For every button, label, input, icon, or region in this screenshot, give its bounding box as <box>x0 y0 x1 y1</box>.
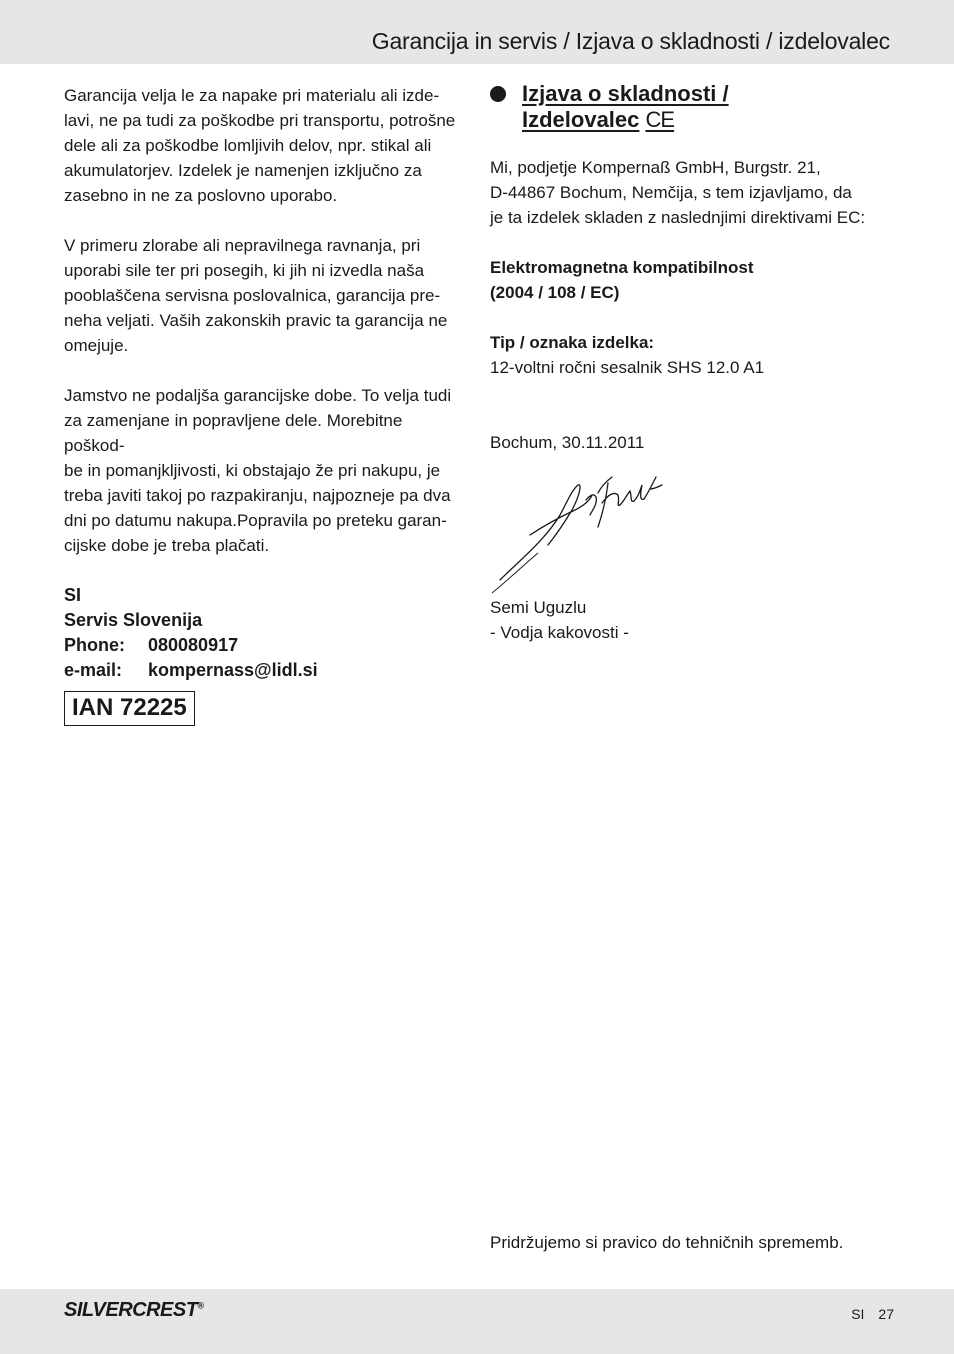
language-code: SI <box>851 1306 865 1322</box>
signer-role: - Vodja kakovosti - <box>490 623 629 642</box>
phone-label: Phone: <box>64 635 125 655</box>
brand-logo <box>64 1299 204 1322</box>
warranty-paragraph-1: Garancija velja le za napake pri materialu ali izde- lavi, ne pa tudi za poškodbe pri transportu, potrošne dele ali za poškodbe lomljivih delov, npr. stikal ali akumulatorjev. Izdelek je namenjen izključno za zasebno in ne za poslovno uporabo. <box>64 86 456 205</box>
left-column <box>64 83 464 726</box>
type-value: 12-voltni ročni sesalnik SHS 12.0 A1 <box>490 358 765 377</box>
signature-icon <box>490 455 690 595</box>
heading-line-1: Izjava o skladnosti / <box>522 81 729 106</box>
service-phone-row <box>64 633 464 658</box>
service-name: Servis Slovenija <box>64 610 203 630</box>
right-column <box>490 83 890 645</box>
place-date: Bochum, 30.11.2011 <box>490 433 645 452</box>
directive-text: Elektromagnetna kompatibilnost (2004 / 108 / EC) <box>490 258 754 302</box>
declaration-heading <box>490 81 890 133</box>
service-country: SI <box>64 585 82 605</box>
warranty-paragraph-3: Jamstvo ne podaljša garancijske dobe. To velja tudi za zamenjane in popravljene dele. Morebitne poškod- be in pomanjkljivosti, ki obstajajo že pri nakupu, je treba javiti takoj po razpakiranju, najpozneje pa dva dni po datumu nakupa.Popravila po preteku garan- cijske dobe je treba plačati. <box>64 386 452 555</box>
bullet-icon <box>490 86 506 102</box>
email-label: e-mail: <box>64 660 123 680</box>
service-email-row <box>64 658 464 683</box>
type-label: Tip / oznaka izdelka: <box>490 333 655 352</box>
registered-mark: ® <box>197 1300 204 1311</box>
signer-name: Semi Uguzlu <box>490 598 587 617</box>
warranty-paragraph-2: V primeru zlorabe ali nepravilnega ravnanja, pri uporabi sile ter pri posegih, ki jih ni izvedla naša pooblaščena servisna poslovalnica, garancija pre- neha veljati. Vaših zakonskih pravic ta garancija ne omejuje. <box>64 236 448 355</box>
reserve-note: Pridržujemo si pravico do tehničnih sprememb. <box>490 1233 844 1252</box>
brand-name: SILVERCREST <box>64 1299 198 1321</box>
ce-mark-icon: CE <box>645 107 675 132</box>
email-value: kompernass@lidl.si <box>148 660 318 680</box>
ian-number-box: IAN 72225 <box>64 691 195 726</box>
page-info <box>851 1306 894 1322</box>
phone-value: 080080917 <box>148 635 239 655</box>
heading-line-2: Izdelovalec <box>522 107 640 132</box>
page-number: 27 <box>878 1306 894 1322</box>
page-title: Garancija in servis / Izjava o skladnosti / izdelovalec <box>371 28 890 54</box>
declaration-intro: Mi, podjetje Kompernaß GmbH, Burgstr. 21, D-44867 Bochum, Nemčija, s tem izjavljamo, da je ta izdelek skladen z naslednjimi direktivami EC: <box>490 158 866 227</box>
service-contact <box>64 583 464 683</box>
